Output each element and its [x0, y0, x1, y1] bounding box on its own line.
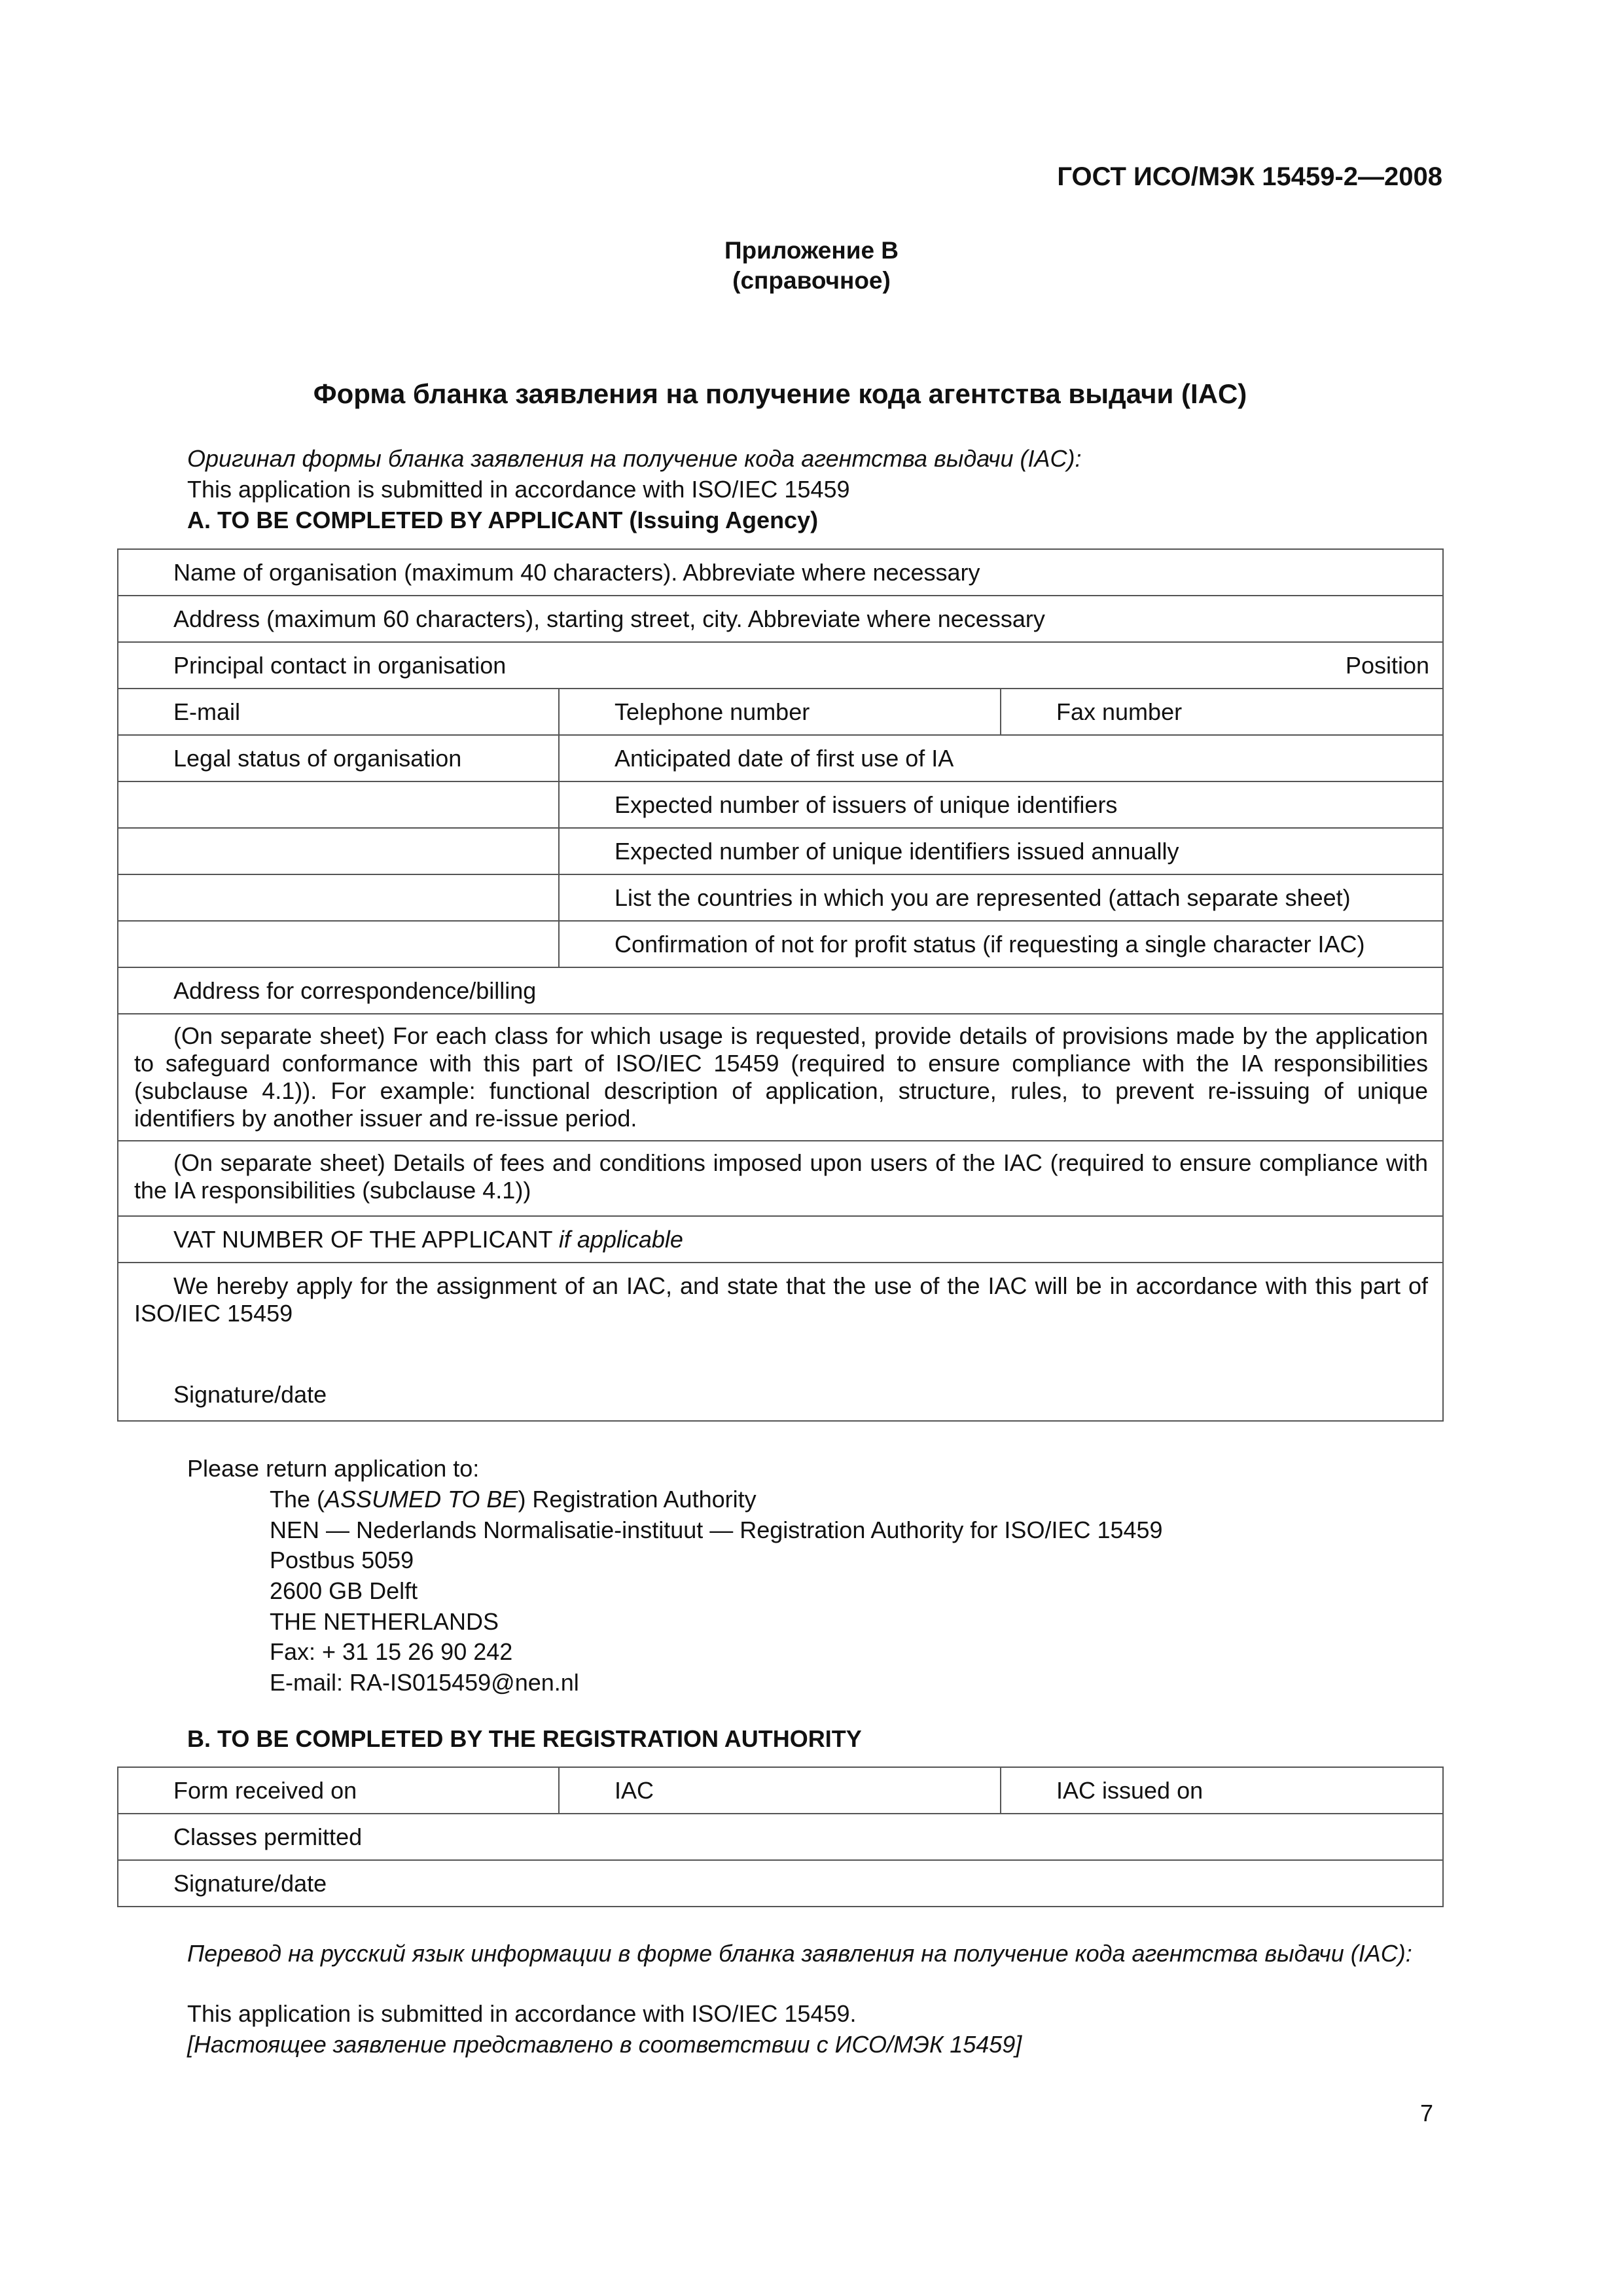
- field-countries[interactable]: List the countries in which you are represented (attach separate sheet): [559, 874, 1443, 921]
- field-org-name[interactable]: Name of organisation (maximum 40 characters). Abbreviate where necessary: [118, 549, 1443, 596]
- vat-label: VAT NUMBER OF THE APPLICANT: [173, 1225, 552, 1253]
- position-label: Position: [1345, 651, 1430, 679]
- annex-heading: [0, 236, 1623, 296]
- empty-cell[interactable]: [118, 828, 559, 874]
- return-line-1-pre: The (: [270, 1486, 325, 1513]
- vat-suffix: if applicable: [558, 1225, 683, 1253]
- authority-form-table: [117, 1767, 1444, 1907]
- field-iac[interactable]: IAC: [559, 1767, 1001, 1814]
- field-form-received[interactable]: Form received on: [118, 1767, 559, 1814]
- page-title: Форма бланка заявления на получение кода агентства выдачи (IAC): [313, 378, 1247, 409]
- annex-type: (справочное): [732, 267, 891, 294]
- page-number: 7: [1420, 2100, 1434, 2126]
- field-fax[interactable]: Fax number: [1001, 689, 1443, 735]
- return-line-4: 2600 GB Delft: [270, 1577, 418, 1604]
- field-expected-identifiers[interactable]: Expected number of unique identifiers issued annually: [559, 828, 1443, 874]
- field-separate-sheet-fees[interactable]: [118, 1141, 1443, 1216]
- field-telephone[interactable]: Telephone number: [559, 689, 1001, 735]
- annex-title: Приложение В: [724, 237, 899, 264]
- return-label: Please return application to:: [187, 1455, 480, 1482]
- field-correspondence[interactable]: Address for correspondence/billing: [118, 967, 1443, 1014]
- return-line-1-post: ) Registration Authority: [518, 1486, 757, 1513]
- return-line-7[interactable]: E-mail: RA-IS015459@nen.nl: [270, 1669, 579, 1696]
- field-apply-signature[interactable]: [118, 1263, 1443, 1421]
- field-anticipated-date[interactable]: Anticipated date of first use of IA: [559, 735, 1443, 781]
- return-line-6: Fax: + 31 15 26 90 242: [270, 1638, 513, 1665]
- signature-date-label: Signature/date: [173, 1381, 327, 1408]
- empty-cell[interactable]: [118, 874, 559, 921]
- return-line-3: Postbus 5059: [270, 1547, 414, 1573]
- return-line-2: NEN — Nederlands Normalisatie-instituut — Registration Authority for ISO/IEC 15459: [270, 1516, 1163, 1543]
- field-principal-contact[interactable]: [118, 642, 1443, 689]
- field-address[interactable]: Address (maximum 60 characters), starting street, city. Abbreviate where necessary: [118, 596, 1443, 642]
- principal-contact-label: Principal contact in organisation: [173, 651, 507, 679]
- field-vat-number[interactable]: [118, 1216, 1443, 1263]
- standard-designation: ГОСТ ИСО/МЭК 15459-2—2008: [1057, 162, 1442, 191]
- apply-statement: We hereby apply for the assignment of an IAC, and state that the use of the IAC will be in accordance with this part of ISO/IEC 15459: [134, 1272, 1429, 1327]
- field-separate-sheet-provisions[interactable]: [118, 1014, 1443, 1141]
- field-iac-issued[interactable]: IAC issued on: [1001, 1767, 1443, 1814]
- field-legal-status[interactable]: Legal status of organisation: [118, 735, 559, 781]
- original-form-label: Оригинал формы бланка заявления на получение кода агентства выдачи (IAC):: [187, 445, 1082, 472]
- submitted-statement: This application is submitted in accordance with ISO/IEC 15459: [187, 476, 850, 503]
- applicant-form-table: [117, 548, 1444, 1422]
- field-expected-issuers[interactable]: Expected number of issuers of unique identifiers: [559, 781, 1443, 828]
- separate-sheet-provisions-text: (On separate sheet) For each class for which usage is requested, provide details of provisions made by the application to safeguard conformance with this part of ISO/IEC 15459 (required to ensure compliance with the IA responsibilities (subclause 4.1)). For example: functional description of application, structure, rules, to prevent re-issuing of unique identifiers by another issuer and re-issue period.: [134, 1022, 1429, 1132]
- separate-sheet-fees-text: (On separate sheet) Details of fees and conditions imposed upon users of the IAC (required to ensure compliance with the IA responsibilities (subclause 4.1)): [134, 1149, 1429, 1204]
- translation-russian: [Настоящее заявление представлено в соответствии с ИСО/МЭК 15459]: [187, 2031, 1022, 2058]
- field-authority-signature[interactable]: Signature/date: [118, 1860, 1443, 1907]
- empty-cell[interactable]: [118, 921, 559, 967]
- section-a-heading: A. TO BE COMPLETED BY APPLICANT (Issuing Agency): [187, 507, 819, 533]
- return-line-1: [270, 1484, 757, 1515]
- field-classes-permitted[interactable]: Classes permitted: [118, 1814, 1443, 1860]
- return-line-5: THE NETHERLANDS: [270, 1608, 499, 1635]
- section-b-heading: B. TO BE COMPLETED BY THE REGISTRATION AUTHORITY: [187, 1725, 862, 1752]
- field-confirmation[interactable]: Confirmation of not for profit status (if requesting a single character IAC): [559, 921, 1443, 967]
- return-line-1-italic: ASSUMED TO BE: [325, 1486, 518, 1513]
- field-email[interactable]: E-mail: [118, 689, 559, 735]
- empty-cell[interactable]: [118, 781, 559, 828]
- translation-label: Перевод на русский язык информации в форме бланка заявления на получение кода агентства выдачи (IAC):: [187, 1940, 1412, 1967]
- translation-submitted: This application is submitted in accordance with ISO/IEC 15459.: [187, 2000, 857, 2027]
